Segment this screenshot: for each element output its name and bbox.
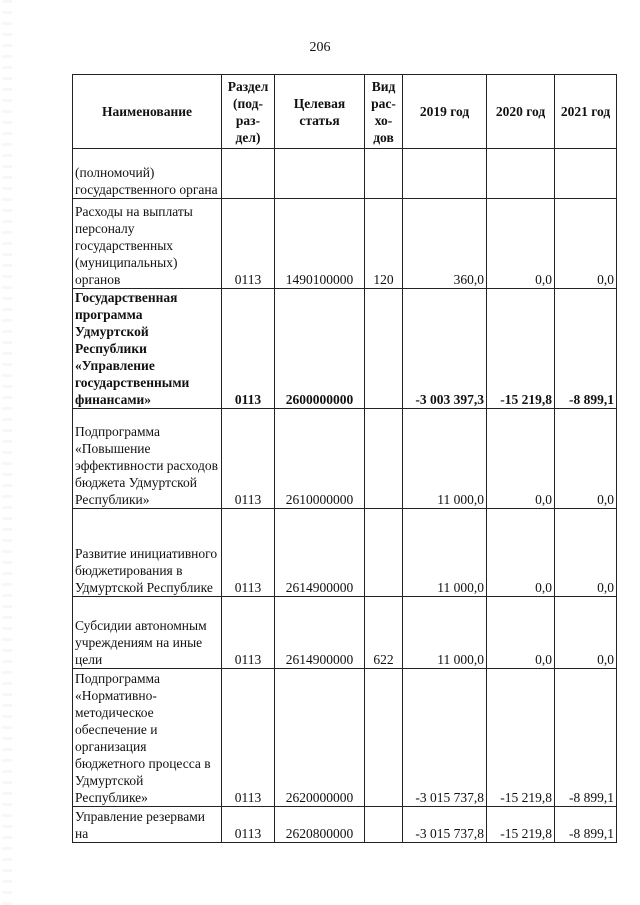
table-header-row <box>73 75 617 149</box>
cell-section: 0113 <box>222 199 275 289</box>
cell-kind <box>365 409 403 509</box>
header-target: Целевая статья <box>275 75 365 149</box>
table-row <box>73 409 617 509</box>
page-number: 206 <box>309 40 331 55</box>
cell-section: 0113 <box>222 289 275 409</box>
cell-section: 0113 <box>222 597 275 669</box>
cell-name: Развитие инициативного бюджетирования в Удмуртской Республике <box>73 509 222 597</box>
cell-y2020 <box>487 149 555 199</box>
cell-y2021: -8 899,1 <box>555 669 617 807</box>
cell-target: 2620800000 <box>275 807 365 843</box>
cell-kind: 120 <box>365 199 403 289</box>
cell-y2019: 11 000,0 <box>403 509 487 597</box>
cell-kind: 622 <box>365 597 403 669</box>
cell-target: 2614900000 <box>275 509 365 597</box>
cell-y2021: 0,0 <box>555 597 617 669</box>
table-row <box>73 509 617 597</box>
cell-y2019: -3 015 737,8 <box>403 807 487 843</box>
cell-y2020: -15 219,8 <box>487 289 555 409</box>
cell-y2019: 11 000,0 <box>403 597 487 669</box>
cell-y2021: 0,0 <box>555 509 617 597</box>
cell-y2020: -15 219,8 <box>487 807 555 843</box>
table-row <box>73 149 617 199</box>
table-row <box>73 289 617 409</box>
header-2020: 2020 год <box>487 75 555 149</box>
cell-name: Государственная программа Удмуртской Республики «Управление государственными финансами» <box>73 289 222 409</box>
header-name: Наименование <box>73 75 222 149</box>
table-row <box>73 597 617 669</box>
cell-target: 2614900000 <box>275 597 365 669</box>
cell-target: 1490100000 <box>275 199 365 289</box>
table-row <box>73 669 617 807</box>
header-section: Раздел (под- раз- дел) <box>222 75 275 149</box>
cell-y2021: -8 899,1 <box>555 807 617 843</box>
cell-kind <box>365 669 403 807</box>
cell-section: 0113 <box>222 409 275 509</box>
scan-edge-artifact <box>2 0 12 905</box>
table-row <box>73 199 617 289</box>
cell-y2020: 0,0 <box>487 409 555 509</box>
cell-y2020: 0,0 <box>487 509 555 597</box>
header-2021: 2021 год <box>555 75 617 149</box>
cell-target <box>275 149 365 199</box>
cell-name: (полномочий) государственного органа <box>73 149 222 199</box>
cell-section: 0113 <box>222 509 275 597</box>
cell-target: 2600000000 <box>275 289 365 409</box>
cell-y2020: 0,0 <box>487 199 555 289</box>
cell-section: 0113 <box>222 807 275 843</box>
cell-y2021: -8 899,1 <box>555 289 617 409</box>
header-kind: Вид рас- хо- дов <box>365 75 403 149</box>
cell-y2021 <box>555 149 617 199</box>
header-2019: 2019 год <box>403 75 487 149</box>
cell-section: 0113 <box>222 669 275 807</box>
cell-y2019: 11 000,0 <box>403 409 487 509</box>
budget-table <box>72 74 617 843</box>
cell-y2019: -3 003 397,3 <box>403 289 487 409</box>
cell-y2021: 0,0 <box>555 409 617 509</box>
table-row <box>73 807 617 843</box>
cell-y2019: 360,0 <box>403 199 487 289</box>
cell-y2021: 0,0 <box>555 199 617 289</box>
cell-kind <box>365 807 403 843</box>
cell-section <box>222 149 275 199</box>
cell-name: Расходы на выплаты персоналу государственных (муниципальных) органов <box>73 199 222 289</box>
cell-kind <box>365 509 403 597</box>
cell-kind <box>365 289 403 409</box>
cell-y2020: -15 219,8 <box>487 669 555 807</box>
cell-y2020: 0,0 <box>487 597 555 669</box>
cell-name: Управление резервами на <box>73 807 222 843</box>
cell-y2019: -3 015 737,8 <box>403 669 487 807</box>
cell-kind <box>365 149 403 199</box>
cell-y2019 <box>403 149 487 199</box>
cell-target: 2610000000 <box>275 409 365 509</box>
cell-name: Подпрограмма «Повышение эффективности расходов бюджета Удмуртской Республики» <box>73 409 222 509</box>
cell-name: Субсидии автономным учреждениям на иные цели <box>73 597 222 669</box>
cell-name: Подпрограмма «Нормативно-методическое обеспечение и организация бюджетного процесса в Удмуртской Республике» <box>73 669 222 807</box>
cell-target: 2620000000 <box>275 669 365 807</box>
